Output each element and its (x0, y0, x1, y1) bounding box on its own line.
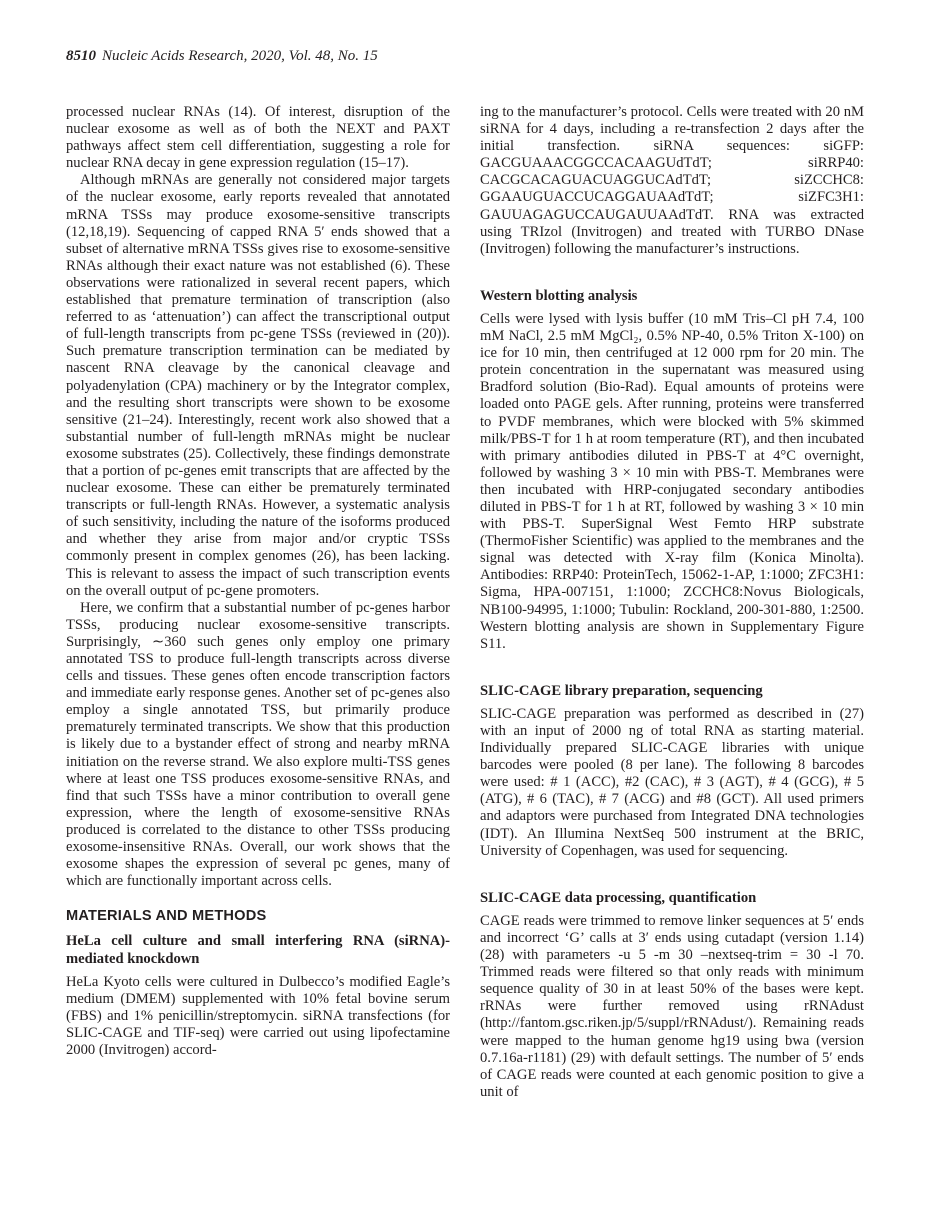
subsection-heading: Western blotting analysis (480, 287, 638, 304)
subsection-heading: SLIC-CAGE library preparation, sequencing (480, 682, 763, 699)
paragraph: Here, we confirm that a substantial number of pc-genes harbor TSSs, producing nuclear exosome-sensitive transcripts. Surprisingly, ∼360 such genes only employ one primary annotated TSS to produce full-length transcripts across diverse cells and tissues. These genes often encode transcription factors and immediate early response genes. Another set of pc-genes also employ a single annotated TSS, but primarily produce prematurely terminated transcripts. We show that this production is likely due to a bystander effect of strong and nearby mRNA initiation on the reverse strand. We also explore multi-TSS genes where at least one TSS produces exosome-sensitive RNAs, and find that such TSSs have a minor contribution to overall gene expression, where the length of exosome-sensitive RNAs produced is correlated to the distance to other TSSs producing exosome-insensitive RNAs. Overall, our work shows that the exosome shapes the expression of several pc genes, many of which are functionally important across cells. (66, 599, 450, 890)
section-heading: MATERIALS AND METHODS (66, 908, 267, 925)
subsection-heading: HeLa cell culture and small interfering RNA (siRNA)-mediated knockdown (66, 933, 450, 967)
page-number: 8510 (66, 48, 96, 64)
paragraph: SLIC-CAGE preparation was performed as described in (27) with an input of 2000 ng of total RNA as starting material. Individually prepared SLIC-CAGE libraries with unique barcodes were pooled (8 per lane). The following 8 barcodes were used: # 1 (ACC), #2 (CAC), # 3 (AGT), # 4 (GCG), # 5 (ATG), # 6 (TAC), # 7 (ACG) and #8 (GCT). All used primers and adaptors were purchased from Integrated DNA technologies (IDT). An Illumina NextSeq 500 instrument at the BRIC, University of Copenhagen, was used for sequencing. (480, 705, 864, 859)
journal-citation: Nucleic Acids Research, 2020, Vol. 48, No. 15 (102, 48, 378, 64)
paragraph: ing to the manufacturer’s protocol. Cells were treated with 20 nM siRNA for 4 days, including a re-transfection 2 days after the initial transfection. siRNA sequences: siGFP: GACGUAAACGGCCACAAGUdTdT; siRRP40: CACGCACAGUACUAGGUCAdTdT; siZCCHC8: GGAAUGUACCUCAGGAUAAdTdT; siZFC3H1: GAUUAGAGUCCAUGAUUAAdTdT. RNA was extracted using TRIzol (Invitrogen) and treated with TURBO DNase (Invitrogen) following the manufacturer’s instructions. (480, 104, 864, 257)
right-column (480, 104, 864, 1101)
left-column (66, 104, 450, 1059)
paragraph: processed nuclear RNAs (14). Of interest, disruption of the nuclear exosome as well as of both the NEXT and PAXT pathways affect stem cell differentiation, suggesting a role for nuclear RNA decay in gene expression regulation (15–17). (66, 104, 450, 172)
running-header (66, 48, 378, 65)
paragraph: CAGE reads were trimmed to remove linker sequences at 5′ ends and incorrect ‘G’ calls at 3′ ends using cutadapt (version 1.14) (28) with parameters -u 5 -m 30 –nextseq-trim = 30 -l 70. Trimmed reads were filtered so that only reads with minimum sequence quality of 30 in at least 50% of the bases were kept. rRNAs were further removed using rRNAdust (http://fantom.gsc.riken.jp/5/suppl/rRNAdust/). Remaining reads were mapped to the human genome hg19 using bwa (version 0.7.16a-r1181) (29) with default settings. The number of 5′ ends of CAGE reads were counted at each genomic position to give a unit of (480, 912, 864, 1100)
subsection-heading: SLIC-CAGE data processing, quantification (480, 889, 757, 906)
paragraph: HeLa Kyoto cells were cultured in Dulbecco’s modified Eagle’s medium (DMEM) supplemented with 10% fetal bovine serum (FBS) and 1% penicillin/streptomycin. siRNA transfections (for SLIC-CAGE and TIF-seq) were carried out using lipofectamine 2000 (Invitrogen) accord- (66, 973, 450, 1058)
paragraph: Cells were lysed with lysis buffer (10 mM Tris–Cl pH 7.4, 100 mM NaCl, 2.5 mM MgCl₂, 0.5% NP-40, 0.5% Triton X-100) on ice for 10 min, then centrifuged at 12 000 rpm for 20 min. The protein concentration in the supernatant was measured using Bradford solution (Bio-Rad). Equal amounts of proteins were loaded onto PAGE gels. After running, proteins were transferred to PVDF membranes, which were blocked with 5% skimmed milk/PBS-T for 1 h at room temperature (RT), and then incubated with primary antibodies diluted in PBS-T at 4°C overnight, followed by washing 3 × 10 min with PBS-T. Membranes were then incubated with HRP-conjugated secondary antibodies diluted in PBS-T for 1 h at RT, followed by washing 3 × 10 min with PBS-T. SuperSignal West Femto HRP substrate (ThermoFisher Scientific) was applied to the membranes and the signal was detected with X-ray film (Konica Minolta). Antibodies: RRP40: ProteinTech, 15062-1-AP, 1:1000; ZFC3H1: Sigma, HPA-007151, 1:1000; ZCCHC8:Novus Biologicals, NB100-94995, 1:1000; Tubulin: Rockland, 200-301-880, 1:2500. Western blotting analysis are shown in Supplementary Figure S11. (480, 310, 864, 652)
paragraph: Although mRNAs are generally not considered major targets of the nuclear exosome, early reports revealed that annotated mRNA TSSs may produce exosome-sensitive transcripts (12,18,19). Sequencing of capped RNA 5′ ends showed that a subset of alternative mRNA TSSs gives rise to exosome-sensitive RNAs although their exact nature was not established (6). These observations were rationalized in several recent papers, which established that premature termination of transcription (also referred to as ‘attenuation’) can affect the transcriptional output of full-length transcripts from pc-gene TSSs (reviewed in (20)). Such premature transcription termination can be mediated by nascent RNA cleavage by the canonical cleavage and polyadenylation (CPA) machinery or by the Integrator complex, and the resulting short transcripts were shown to be exosome sensitive (21–24). Interestingly, recent work also showed that a substantial number of full-length mRNAs might be nuclear exosome substrates (25). Collectively, these findings demonstrate that a portion of pc-genes emit transcripts that are affected by the nuclear exosome. These can either be prematurely terminated transcripts or full-length RNAs. However, a systematic analysis of such sensitivity, including the nature of the isoforms produced and whether they arise from major and/or cryptic TSSs commonly present in complex genomes (26), has been lacking. This is relevant to assess the impact of such transcription events on the overall output of pc-gene promoters. (66, 172, 450, 599)
